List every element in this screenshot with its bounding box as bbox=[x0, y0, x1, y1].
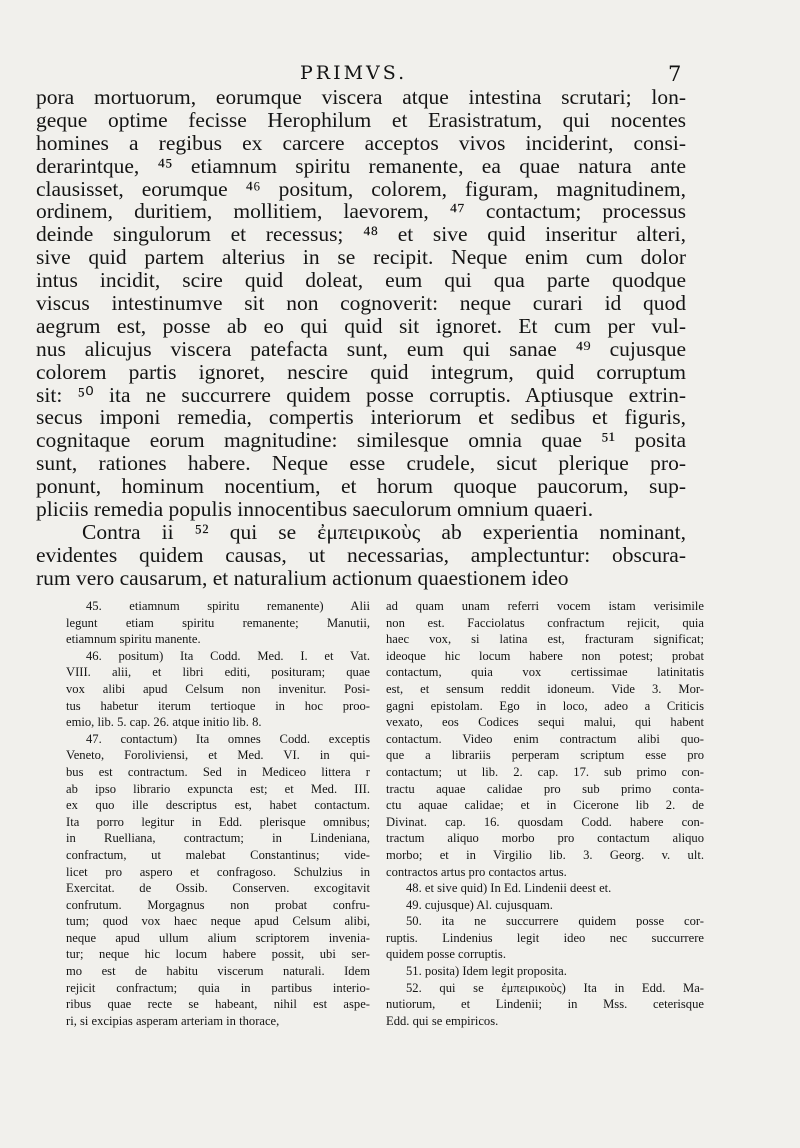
footnote-line: ex quo ille descriptus est, habet contactum. bbox=[66, 798, 370, 813]
text-line: derarintque, ⁴⁵ etiamnum spiritu remanente, ea quae natura ante bbox=[36, 153, 686, 178]
footnote-line: tum; quod vox haec neque apud Celsum alibi, bbox=[66, 914, 370, 929]
footnote-line: ri, si excipias asperam arteriam in thorace, bbox=[66, 1013, 280, 1028]
text-line: colorem partis ignoret, nescire quid integrum, quid corruptum bbox=[36, 359, 686, 384]
text-line: sunt, rationes habere. Neque esse crudele, sicut plerique pro- bbox=[36, 451, 686, 476]
footnote-line: ab ipso librario expuncta est; et Med. III. bbox=[66, 781, 370, 796]
text-line: ponunt, hominum nocentium, et horum quoque paucorum, sup- bbox=[36, 474, 686, 499]
text-line: rum vero causarum, et naturalium actionum quaestionem ideo bbox=[36, 565, 569, 590]
text-line: sive quid partem alterius in se recipit. Neque enim cum dolor bbox=[36, 245, 686, 270]
footnote-line: 47. contactum) Ita omnes Codd. exceptis bbox=[86, 731, 370, 746]
text-line: intus incidit, scire quid doleat, eum qui qua parte quodque bbox=[36, 268, 686, 293]
footnote-line: vox alibi apud Celsum non invenitur. Posi- bbox=[66, 681, 370, 696]
footnote-line: contactum. Video enim contractum alibi quo- bbox=[386, 731, 704, 746]
footnote-line: ribus quae recte se habeant, nihil est aspe- bbox=[66, 997, 370, 1012]
footnote-line: Exercitat. de Ossib. Conserven. excogitavit bbox=[66, 881, 370, 896]
footnote-line: ruptis. Lindenius legit ideo nec succurrere bbox=[386, 930, 704, 945]
footnote-line: tractum aliquo morbo pro contactum aliquo bbox=[386, 831, 704, 846]
footnote-line: Divinat. cap. 16. quosdam Codd. habere con- bbox=[386, 814, 704, 829]
footnote-line: ad quam unam referri vocem istam verisimile bbox=[386, 599, 704, 613]
footnote-line: haec vox, si latina est, fracturam significat; bbox=[386, 632, 704, 647]
running-title: PRIMVS. bbox=[300, 62, 408, 84]
footnote-line: Edd. qui se empiricos. bbox=[386, 1013, 499, 1028]
footnote-line: Ita porro legitur in Edd. plerisque omnibus; bbox=[66, 814, 370, 829]
footnote-line: 52. qui se ἐμπειρικοὺς) Ita in Edd. Ma- bbox=[406, 980, 704, 995]
footnote-line: tus habetur iterum tertioque in hoc proo- bbox=[66, 698, 370, 713]
footnote-line: licet pro aspero et confragoso. Schulzius in bbox=[66, 864, 370, 879]
text-line: pliciis remedia populis innocentibus saeculorum omnium quaeri. bbox=[36, 497, 594, 522]
text-line: evidentes quidem causas, ut necessarias, amplectuntur: obscura- bbox=[36, 542, 686, 567]
footnote-line: 51. posita) Idem legit proposita. bbox=[406, 964, 567, 979]
footnote-line: 46. positum) Ita Codd. Med. I. et Vat. bbox=[86, 648, 370, 663]
footnote-line: 50. ita ne succurrere quidem posse cor- bbox=[406, 914, 704, 929]
text-line: nus alicujus viscera patefacta sunt, eum qui sanae ⁴⁹ cujusque bbox=[36, 336, 686, 361]
page-number: 7 bbox=[668, 62, 682, 86]
text-line: homines a regibus ex carcere acceptos vivos inciderint, consi- bbox=[36, 130, 686, 155]
text-line: secus imponi remedia, compertis interiorum et sedibus et figuris, bbox=[36, 405, 686, 430]
footnote-line: contractos artus pro contactos artus. bbox=[386, 864, 567, 879]
text-line: ordinem, duritiem, mollitiem, laevorem, ⁴⁷ contactum; processus bbox=[36, 199, 686, 224]
text-line: pora mortuorum, eorumque viscera atque intestina scrutari; lon- bbox=[36, 85, 686, 109]
footnote-line: ctu aquae calidae; et in Cicerone lib 2. de bbox=[386, 798, 704, 813]
footnote-line: Veneto, Foroliviensi, et Med. VI. in qui- bbox=[66, 748, 370, 763]
text-line: viscus intestinumve sit non cognoverit: neque curari id quod bbox=[36, 291, 686, 316]
footnote-line: confractum, ut malebat Constantinus; vide- bbox=[66, 847, 370, 862]
footnote-line: 45. etiamnum spiritu remanente) Alii bbox=[86, 599, 370, 613]
footnote-line: gagni epistolam. Ego in loco, adeo a Criticis bbox=[386, 698, 704, 713]
footnote-line: bus est contractum. Sed in Mediceo littera r bbox=[66, 764, 370, 779]
footnote-line: tur; neque hic locum habere possit, ubi ser- bbox=[66, 947, 370, 962]
footnote-line: VIII. alii, et libri editi, posituram; quae bbox=[66, 665, 370, 680]
footnote-line: emio, lib. 5. cap. 26. atque initio lib. 8. bbox=[66, 715, 262, 730]
footnote-line: que a librariis perperam scriptum esse pro bbox=[386, 748, 704, 763]
footnote-line: neque apud ullum alium scriptorem invenia- bbox=[66, 930, 370, 945]
footnote-line: rejicit confractum; quia in partibus interio- bbox=[66, 980, 370, 995]
text-line: aegrum est, posse ab eo qui quid sit ignoret. Et cum per vul- bbox=[36, 313, 686, 338]
footnotes-right-column bbox=[386, 598, 704, 1029]
footnote-line: contactum; ut lib. 2. cap. 17. sub primo con- bbox=[386, 764, 704, 779]
footnote-line: contactum, quia vox certissimae latinitatis bbox=[386, 665, 704, 680]
footnote-line: 48. et sive quid) In Ed. Lindenii deest et. bbox=[406, 881, 612, 896]
text-line: Contra ii ⁵² qui se ἐμπειρικοὺς ab experientia nominant, bbox=[82, 519, 686, 544]
footnote-line: vexato, eos Codices sequi malui, qui habent bbox=[386, 715, 704, 730]
footnote-line: est, et sensum reddit idoneum. Vide 3. Mor- bbox=[386, 681, 704, 696]
footnote-line: etiamnum spiritu manente. bbox=[66, 632, 201, 647]
footnote-line: tractu aquae calidae pro sub primo conta- bbox=[386, 781, 704, 796]
main-text bbox=[36, 86, 686, 590]
footnote-line: nutiorum, et Lindenii; in Mss. ceterisque bbox=[386, 997, 704, 1012]
footnote-line: quidem posse corruptis. bbox=[386, 947, 506, 962]
text-line: cognitaque eorum magnitudine: similesque omnia quae ⁵¹ posita bbox=[36, 428, 686, 453]
footnote-line: confrutum. Morgagnus non probat confru- bbox=[66, 897, 370, 912]
text-line: clausisset, eorumque ⁴⁶ positum, colorem, figuram, magnitudinem, bbox=[36, 176, 686, 201]
text-line: deinde singulorum et recessus; ⁴⁸ et sive quid inseritur alteri, bbox=[36, 222, 686, 247]
text-line: geque optime fecisse Herophilum et Erasistratum, qui nocentes bbox=[36, 107, 686, 132]
footnote-line: ideoque hic locum habere non potest; probat bbox=[386, 648, 704, 663]
footnotes-left-column bbox=[66, 598, 370, 1029]
footnote-line: 49. cujusque) Al. cujusquam. bbox=[406, 897, 553, 912]
footnote-line: legunt etiam spiritu remanente; Manutii, bbox=[66, 615, 370, 630]
footnote-line: mo est de habitu viscerum naturali. Idem bbox=[66, 964, 370, 979]
text-line: sit: ⁵⁰ ita ne succurrere quidem posse corruptis. Aptiusque extrin- bbox=[36, 382, 686, 407]
footnote-line: in Ruelliana, contractum; in Lindeniana, bbox=[66, 831, 370, 846]
footnote-line: morbo; et in Virgilio lib. 3. Georg. v. ult. bbox=[386, 847, 704, 862]
footnote-line: non est. Facciolatus confractum rejicit, quia bbox=[386, 615, 704, 630]
